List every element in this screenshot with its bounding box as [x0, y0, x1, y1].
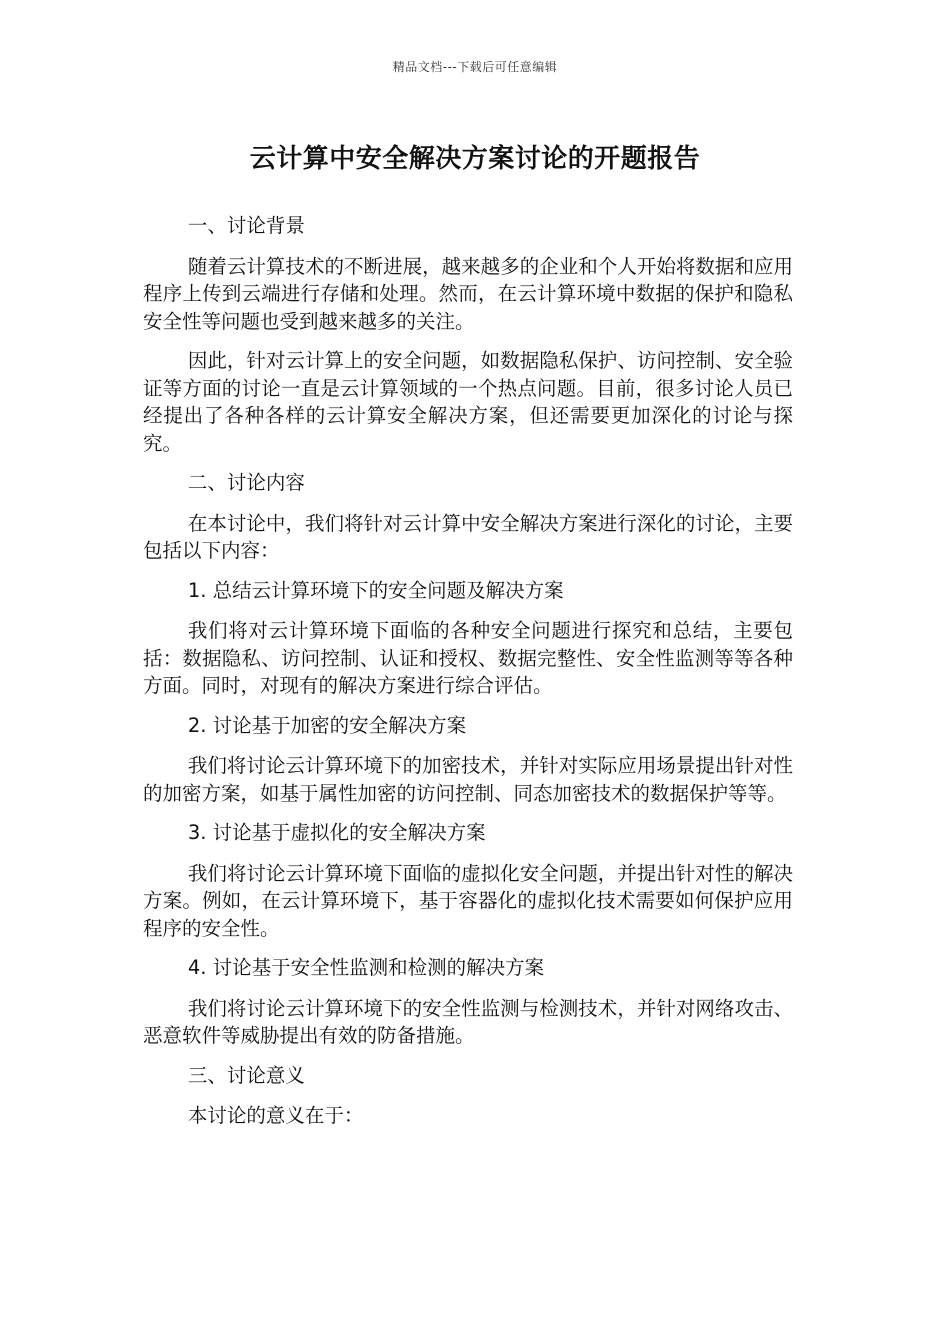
- paragraph: 我们将讨论云计算环境下面临的虚拟化安全问题，并提出针对性的解决方案。例如，在云计算环境下，基于容器化的虚拟化技术需要如何保护应用程序的安全性。: [143, 861, 793, 940]
- paragraph: 随着云计算技术的不断进展，越来越多的企业和个人开始将数据和应用程序上传到云端进行存储和处理。然而，在云计算环境中数据的保护和隐私安全性等问题也受到越来越多的关注。: [143, 254, 793, 333]
- paragraph: 因此，针对云计算上的安全问题，如数据隐私保护、访问控制、安全验证等方面的讨论一直是云计算领域的一个热点问题。目前，很多讨论人员已经提出了各种各样的云计算安全解决方案，但还需要更加深化的讨论与探究。: [143, 349, 793, 455]
- paragraph: 我们将讨论云计算环境下的安全性监测与检测技术，并针对网络攻击、恶意软件等威胁提出有效的防备措施。: [143, 996, 793, 1047]
- page-header-note: 精品文档---下载后可任意编辑: [392, 60, 558, 74]
- paragraph: 本讨论的意义在于：: [187, 1104, 364, 1127]
- section-heading-background: 一、讨论背景: [187, 214, 305, 237]
- subsection-heading-4: 4. 讨论基于安全性监测和检测的解决方案: [187, 956, 545, 979]
- section-heading-content: 二、讨论内容: [187, 471, 305, 494]
- section-heading-significance: 三、讨论意义: [187, 1063, 305, 1087]
- document-title: 云计算中安全解决方案讨论的开题报告: [249, 144, 701, 174]
- paragraph: 在本讨论中，我们将针对云计算中安全解决方案进行深化的讨论，主要包括以下内容：: [143, 511, 793, 562]
- subsection-heading-1: 1. 总结云计算环境下的安全问题及解决方案: [187, 578, 564, 602]
- subsection-heading-2: 2. 讨论基于加密的安全解决方案: [187, 713, 467, 737]
- paragraph: 我们将对云计算环境下面临的各种安全问题进行探究和总结，主要包括：数据隐私、访问控制、认证和授权、数据完整性、安全性监测等等各种方面。同时，对现有的解决方案进行综合评估。: [143, 619, 793, 697]
- document-body: [143, 212, 793, 1142]
- subsection-heading-3: 3. 讨论基于虚拟化的安全解决方案: [187, 821, 486, 844]
- paragraph: 我们将讨论云计算环境下的加密技术，并针对实际应用场景提出针对性的加密方案，如基于属性加密的访问控制、同态加密技术的数据保护等等。: [143, 754, 793, 805]
